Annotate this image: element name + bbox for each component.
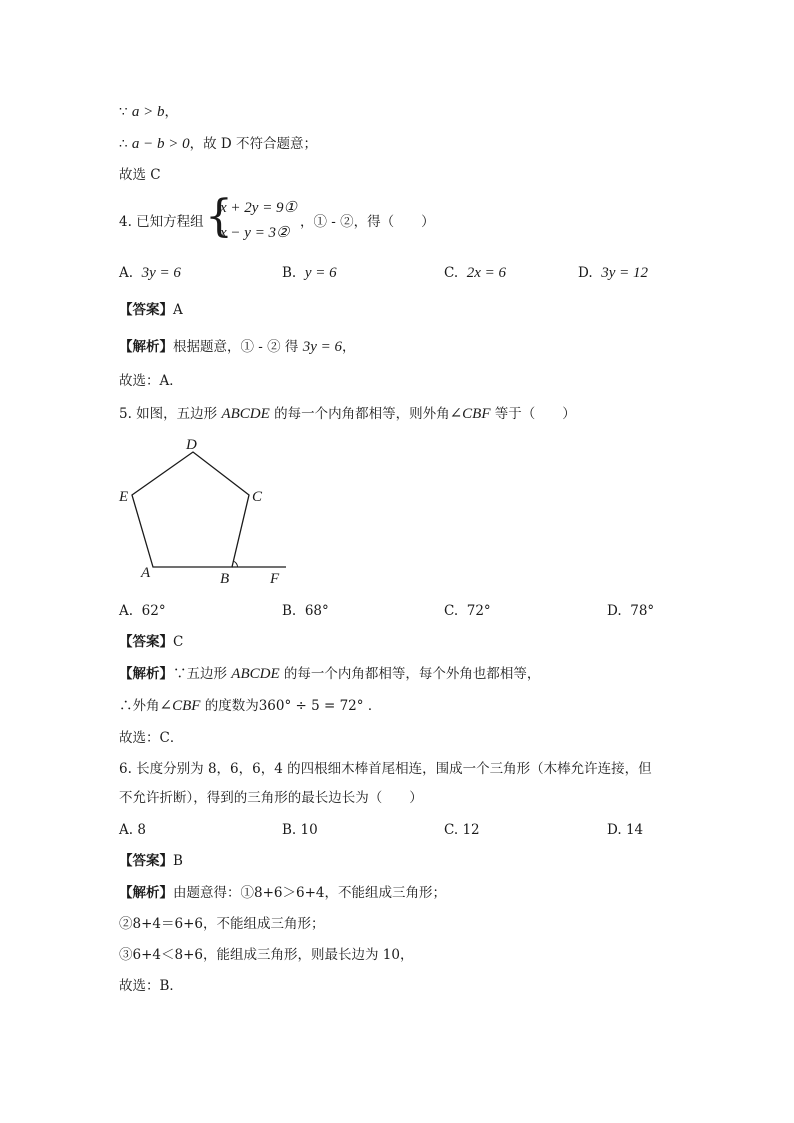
stem-text: 等于（ ）	[494, 406, 576, 422]
q6-stem-line2: 不允许折断），得到的三角形的最长边长为（ ）	[119, 790, 423, 806]
analysis-text: ∵五边形	[173, 666, 227, 682]
option-letter: B.	[282, 822, 297, 838]
inequality-expr: a > b	[131, 104, 165, 120]
q4-equation-2: x − y = 3②	[220, 225, 290, 241]
angle-name: ∠CBF	[159, 698, 201, 714]
option-text: 62°	[141, 603, 166, 619]
q5-answer	[119, 632, 183, 652]
option-letter: D.	[607, 822, 622, 838]
analysis-math: 3y = 6	[302, 339, 343, 355]
because-symbol: ∵	[119, 104, 128, 120]
answer-label: 【答案】	[119, 634, 173, 650]
q6-option-a	[119, 820, 146, 840]
option-text: 2x = 6	[466, 265, 507, 281]
q6-answer	[119, 851, 183, 871]
vertex-label-c: C	[252, 489, 263, 505]
answer-value: A	[173, 302, 183, 318]
q4-option-a	[119, 263, 181, 283]
vertex-label-d: D	[186, 437, 197, 453]
angle-name: ∠CBF	[449, 406, 491, 422]
q5-analysis	[119, 664, 540, 684]
option-text: 3y = 6	[141, 265, 181, 281]
conclusion-text: ，故 D 不符合题意；	[189, 136, 318, 152]
q4-choose: 故选：A．	[119, 373, 183, 389]
option-letter: D.	[607, 603, 622, 619]
q6-analysis	[119, 883, 446, 903]
stem-text: 5. 如图，五边形	[119, 406, 218, 422]
q4-option-c	[444, 263, 506, 283]
analysis-label: 【解析】	[119, 666, 173, 682]
option-letter: A.	[119, 603, 134, 619]
option-letter: B.	[282, 265, 297, 281]
q4-answer	[119, 300, 183, 320]
choose-line-prev: 故选 C	[119, 167, 161, 183]
stem-text: 的每一个内角都相等，则外角	[274, 406, 450, 422]
q6-option-c	[444, 820, 480, 840]
q4-option-d	[578, 263, 648, 283]
option-text: 72°	[466, 603, 491, 619]
option-text: 68°	[304, 603, 329, 619]
analysis-text: 由题意得：①8+6＞6+4，不能组成三角形；	[173, 885, 446, 901]
option-letter: C.	[444, 603, 459, 619]
answer-value: C	[173, 634, 184, 650]
option-text: 12	[462, 822, 480, 838]
vertex-label-b: B	[220, 571, 230, 587]
therefore-line	[119, 134, 317, 154]
q6-option-d	[607, 820, 643, 840]
q4-equation-system	[205, 191, 305, 246]
q5-option-a	[119, 601, 166, 621]
option-text: 10	[300, 822, 318, 838]
q4-option-b	[282, 263, 337, 283]
q5-stem	[119, 404, 576, 424]
calc-text: ∴外角	[119, 698, 160, 714]
option-letter: A.	[119, 265, 134, 281]
q5-option-d	[607, 601, 654, 621]
q4-stem-suffix: ，① - ②，得（ ）	[300, 214, 435, 230]
pentagon-name: ABCDE	[221, 406, 270, 422]
analysis-text: 的每一个内角都相等，每个外角也都相等，	[283, 666, 541, 682]
option-text: 14	[625, 822, 644, 838]
therefore-symbol: ∴	[119, 136, 128, 152]
exterior-angle-arc	[233, 561, 237, 567]
option-letter: D.	[578, 265, 593, 281]
q5-calculation	[119, 696, 381, 716]
punctuation: ，	[164, 104, 179, 120]
system-brace: {	[205, 191, 233, 242]
because-line	[119, 102, 178, 122]
vertex-label-e: E	[119, 489, 129, 505]
q5-option-c	[444, 601, 491, 621]
analysis-text: 根据题意，① - ② 得	[173, 339, 299, 355]
option-letter: C.	[444, 265, 459, 281]
vertex-label-a: A	[141, 565, 151, 581]
q4-equation-1: x + 2y = 9①	[220, 200, 298, 216]
punctuation: ．	[367, 698, 382, 714]
q6-stem-line1: 6. 长度分别为 8，6，6，4 的四根细木棒首尾相连，围成一个三角形（木棒允许连接，但	[119, 761, 652, 777]
option-letter: B.	[282, 603, 297, 619]
point-label-f: F	[270, 571, 280, 587]
option-text: 3y = 12	[601, 265, 649, 281]
q5-option-b	[282, 601, 329, 621]
calc-expr: 360° ÷ 5 = 72°	[258, 698, 364, 714]
option-text: y = 6	[304, 265, 337, 281]
pentagon-shape	[132, 452, 249, 567]
q6-choose: 故选：B．	[119, 978, 183, 994]
difference-expr: a − b > 0	[131, 136, 190, 152]
pentagon-figure	[110, 430, 300, 590]
q6-step-2: ②8+4＝6+6，不能组成三角形；	[119, 916, 325, 932]
analysis-label: 【解析】	[119, 885, 173, 901]
option-letter: C.	[444, 822, 459, 838]
analysis-label: 【解析】	[119, 339, 173, 355]
pentagon-name: ABCDE	[231, 666, 280, 682]
q4-analysis	[119, 337, 356, 357]
calc-text: 的度数为	[204, 698, 259, 714]
q5-choose: 故选：C．	[119, 730, 184, 746]
punctuation: ，	[342, 339, 356, 355]
answer-label: 【答案】	[119, 302, 173, 318]
option-letter: A.	[119, 822, 134, 838]
option-text: 8	[137, 822, 146, 838]
q6-option-b	[282, 820, 318, 840]
q4-stem-prefix: 4. 已知方程组	[119, 214, 204, 230]
answer-value: B	[173, 853, 183, 869]
q6-step-3: ③6+4＜8+6，能组成三角形，则最长边为 10，	[119, 947, 414, 963]
option-text: 78°	[630, 603, 655, 619]
answer-label: 【答案】	[119, 853, 173, 869]
